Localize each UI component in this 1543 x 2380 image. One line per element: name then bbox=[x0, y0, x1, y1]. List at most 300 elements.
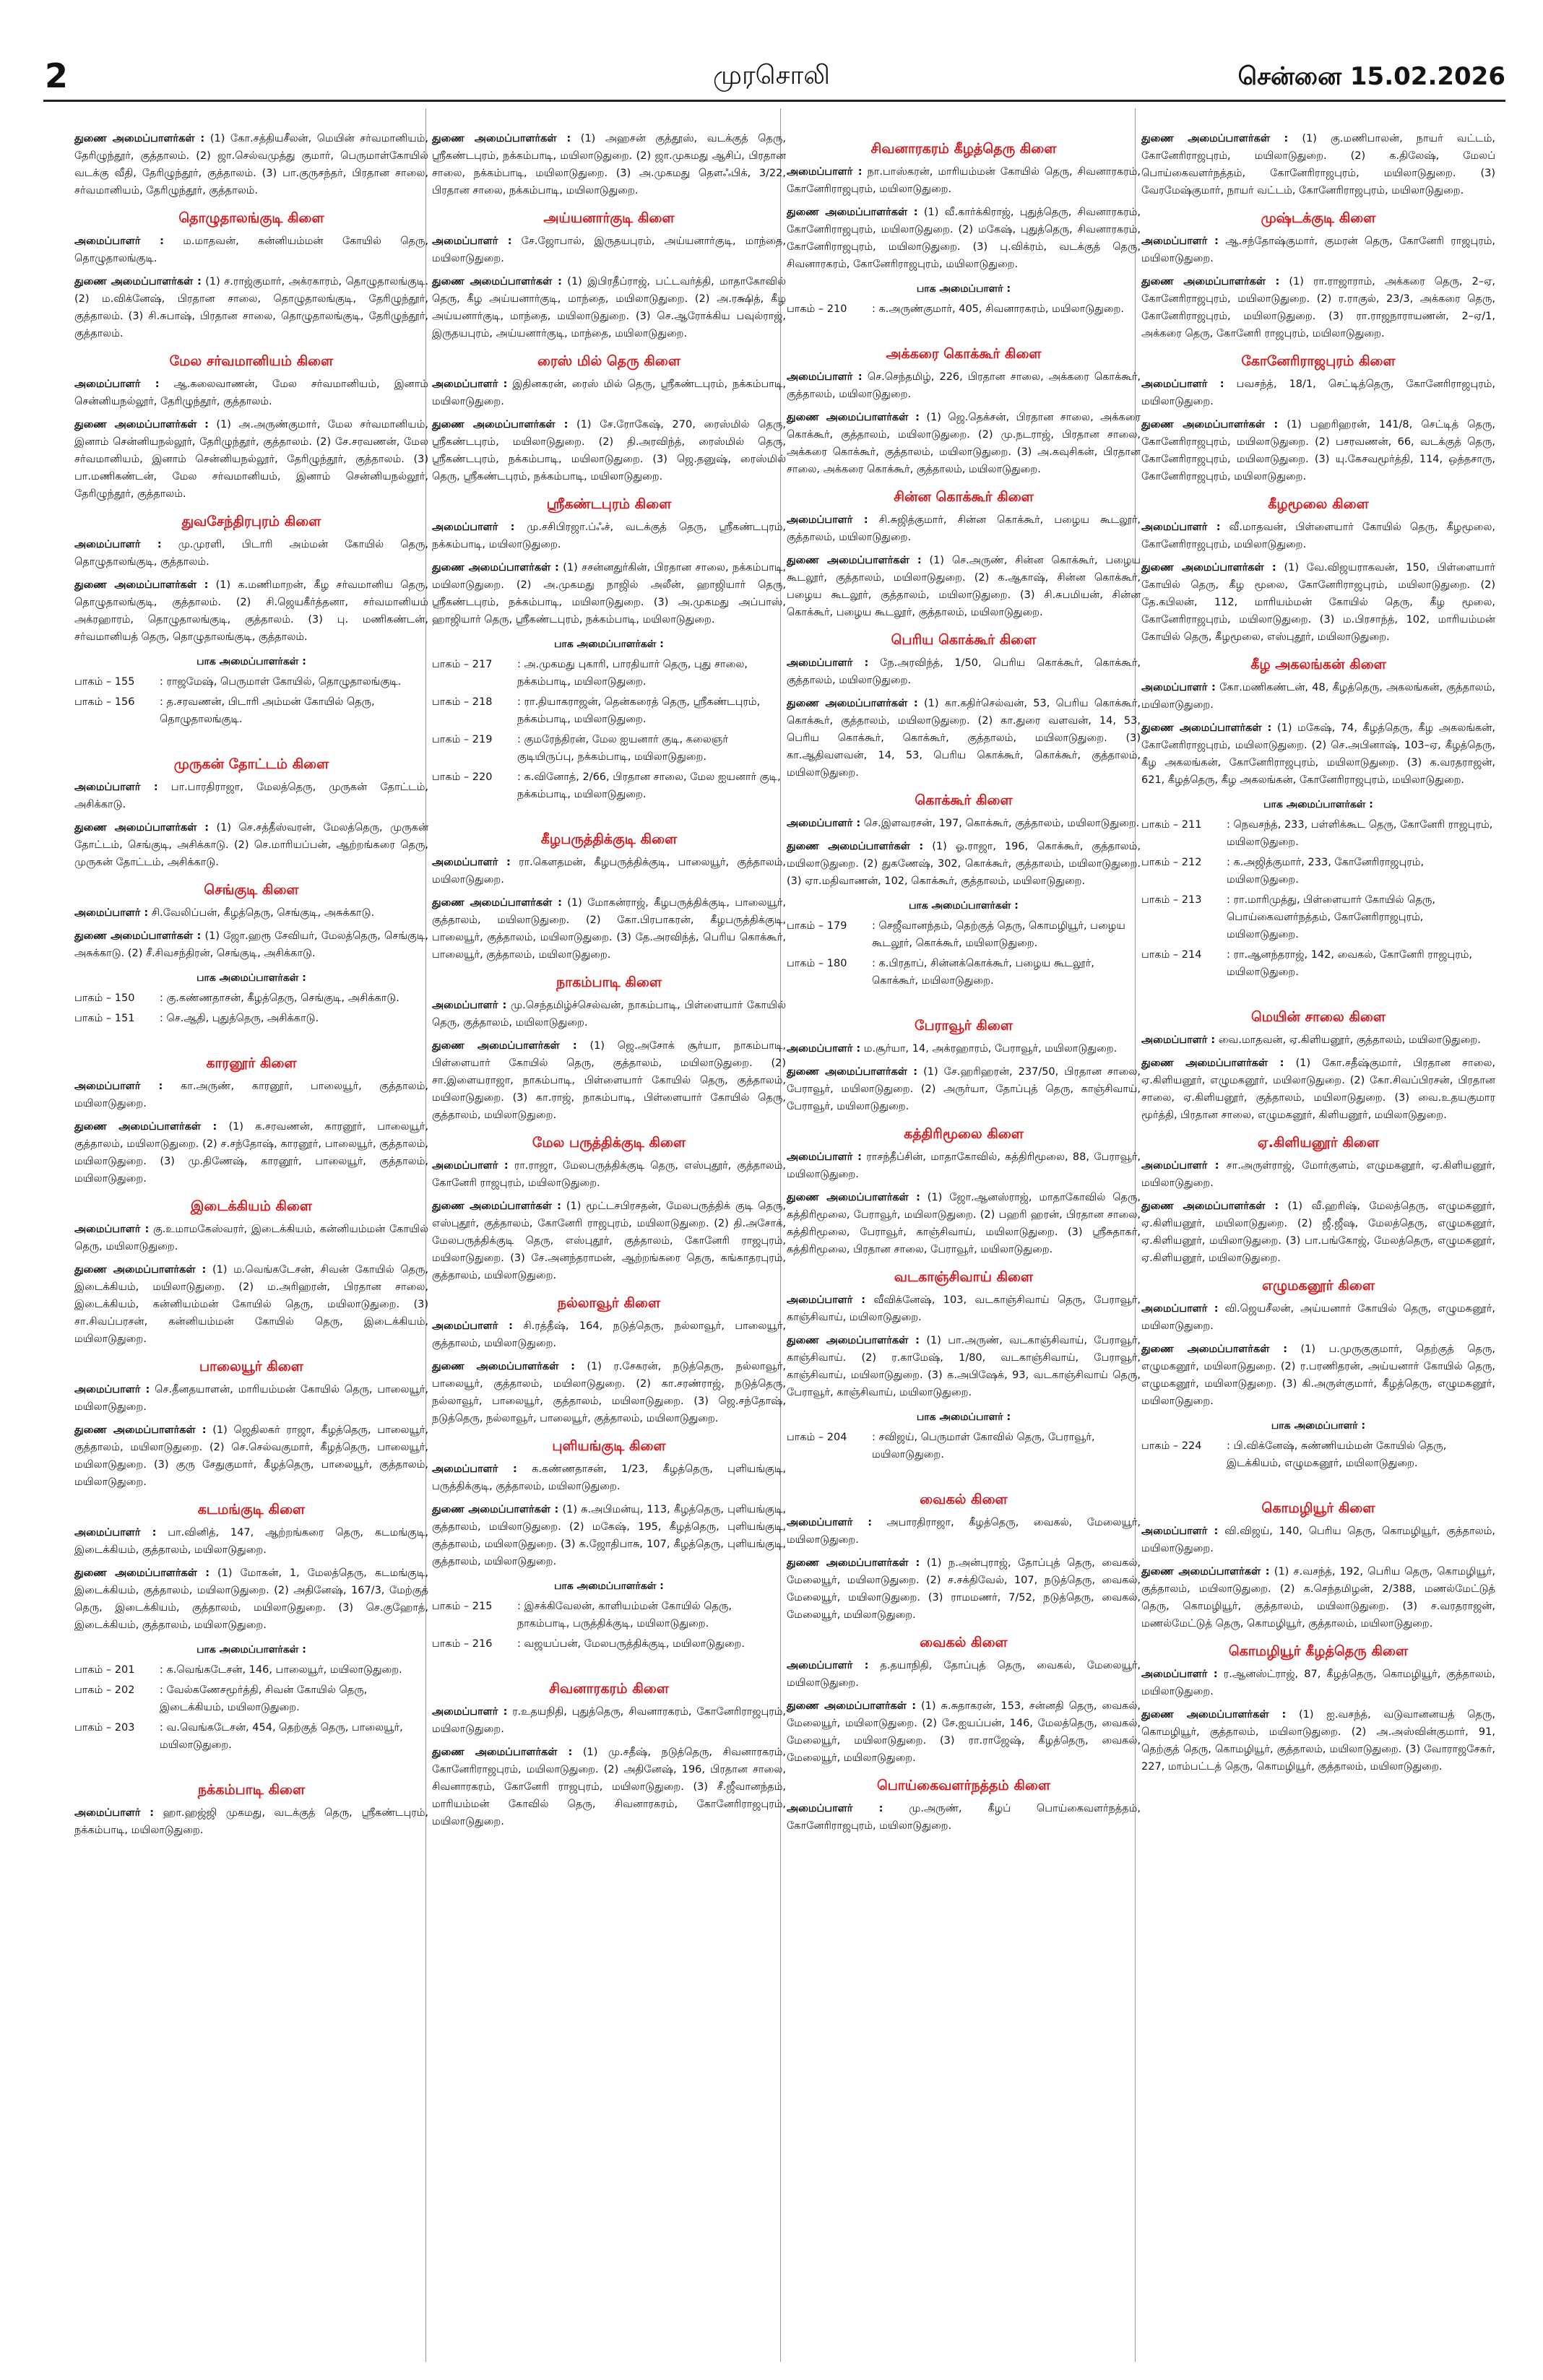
member-details: சே.ஜோபால், இருதயபுரம், அய்யனார்குடி, மாந்தை, மயிலாடுதுறை. bbox=[432, 235, 786, 264]
role-label: அமைப்பாளர் : bbox=[1141, 1526, 1219, 1537]
member-entry bbox=[787, 409, 1141, 478]
booth-section-title: பாக அமைப்பாளர்கள் : bbox=[1263, 799, 1373, 810]
member-details: இதினகரன், ரைஸ் மில் தெரு, ஸ்ரீகண்டபுரம், நக்கம்பாடி, மயிலாடுதுறை. bbox=[432, 378, 787, 407]
booth-entry bbox=[432, 693, 786, 728]
member-details: (1) மகேஷ், 74, கீழத்தெரு, கீழ அகலங்கன், கோனேரிராஜபுரம், மயிலாடுதுறை. (2) செ.அபினாஷ், 103–ஏ, கீழத்தெரு, கீழ அகலங்கன், கோனேரிராஜபுரம், மயிலாடுதுறை. (3) க.வரதராஜன், 621, கீழத்தெரு, கீழ அகலங்கன், கோனேரிராஜபுரம், மயிலாடுதுறை. bbox=[1141, 722, 1495, 786]
booth-entry bbox=[1141, 816, 1495, 851]
booth-number: பாகம் – 150 bbox=[74, 992, 135, 1004]
member-entry bbox=[432, 559, 786, 628]
booth-number: பாகம் – 180 bbox=[787, 958, 847, 969]
role-label: அமைப்பாளர் : bbox=[432, 1160, 509, 1172]
role-label: துணை அமைப்பாளர்கள் : bbox=[1141, 1057, 1284, 1069]
role-label: அமைப்பாளர் : bbox=[787, 1043, 861, 1055]
member-details: (1) ச.ராஜ்குமார், அக்ரகாரம், தொழுதாலங்குடி. (2) ம.விக்னேஷ், பிரதான சாலை, தொழுதாலங்குடி, தேரிழுந்தூர், குத்தாலம். (3) சி.சுபாஷ், பிரதான சாலை, தொழுதாலங்குடி, தேரிழுந்தூர், குத்தாலம். bbox=[74, 276, 428, 339]
member-details: நே.அரவிந்த், 1/50, பெரிய கொக்கூர், கொக்கூர், குத்தாலம், மயிலாடுதுறை. bbox=[787, 657, 1141, 686]
branch-heading: மேல பருத்திக்குடி கிளை bbox=[532, 1135, 686, 1151]
booth-entry bbox=[1141, 854, 1495, 888]
branch-heading: மேல சர்வமானியம் கிளை bbox=[169, 353, 334, 369]
member-details: பா.பாரதிராஜா, மேலத்தெரு, முருகன் தோட்டம், அசிக்காடு. bbox=[74, 782, 429, 810]
member-entry bbox=[787, 1291, 1141, 1326]
member-entry bbox=[1141, 1031, 1495, 1049]
member-details: மு.முரளி, பிடாரி அம்மன் கோயில் தெரு, தொழுதாலங்குடி, குத்தாலம். bbox=[74, 539, 428, 568]
member-entry bbox=[1141, 1563, 1495, 1632]
branch-heading: கொக்கூர் கிளை bbox=[915, 792, 1013, 808]
booth-entry bbox=[432, 731, 786, 766]
booth-details: : ராஜமேஷ், பெருமாள் கோயில், தொழுதாலங்குடி. bbox=[160, 676, 402, 688]
branch-heading: கீழமூலை கிளை bbox=[1268, 496, 1369, 512]
role-label: துணை அமைப்பாளர்கள் : bbox=[787, 1066, 918, 1078]
role-label: அமைப்பாளர் : bbox=[787, 514, 868, 526]
member-entry bbox=[74, 376, 428, 410]
member-details: மு.அருண், கீழப் பொய்கைவளர்நத்தம், கோனேரிராஜபுரம், மயிலாடுதுறை. bbox=[787, 1803, 1141, 1832]
role-label: அமைப்பாளர் : bbox=[74, 539, 162, 550]
member-entry bbox=[1141, 1300, 1495, 1335]
booth-details: : பி.விக்னேஷ், சுண்ணியம்மன் கோயில் தெரு, இடக்கியம், எழுமகனூர், மயிலாடுதுறை. bbox=[1227, 1440, 1447, 1469]
member-entry bbox=[74, 1078, 428, 1112]
member-entry bbox=[74, 416, 428, 503]
role-label: துணை அமைப்பாளர்கள் : bbox=[432, 562, 559, 574]
booth-section-title: பாக அமைப்பாளர் : bbox=[916, 1411, 1011, 1423]
booth-number: பாகம் – 211 bbox=[1141, 819, 1202, 831]
member-entry bbox=[432, 1461, 786, 1495]
member-details: சி.வேலிப்பன், கீழத்தெரு, செங்குடி, அசுக்காடு. bbox=[151, 907, 375, 919]
member-entry bbox=[1141, 1341, 1495, 1410]
role-label: துணை அமைப்பாளர்கள் : bbox=[1141, 1343, 1288, 1355]
branch-heading: இடைக்கியம் கிளை bbox=[190, 1198, 313, 1214]
member-details: (1) கோ.சதீஷ்குமார், பிரதான சாலை, ஏ.கிளியனூர், எழுமகனூர், மயிலாடுதுறை. (2) கோ.சிவப்பிரசன், பிரதான சாலை, ஏ.கிளியனூர், குத்தாலம், மயிலாடுதுறை. (3) வை.உதயகுமார மூர்த்தி, பிரதான சாலை, எழுமகனூர், கிளியனூர், மயிலாடுதுறை. bbox=[1141, 1057, 1495, 1121]
booth-section-title: பாக அமைப்பாளர் : bbox=[916, 283, 1011, 295]
member-details: ர.ஆனஸ்ட்ராஜ், 87, கீழத்தெரு, கொமழியூர், குத்தாலம், மயிலாடுதுறை. bbox=[1141, 1669, 1496, 1697]
column-4 bbox=[1141, 130, 1495, 1781]
member-entry bbox=[74, 1421, 428, 1491]
member-details: (1) அஹசன் குத்தூஸ், வடக்குத் தெரு, ஸ்ரீகண்டபுரம், நக்கம்பாடி, மயிலாடுதுறை. (2) ஜா.முகமது ஆசிப், பிரதான சாலை, நக்கம்பாடி, மயிலாடுதுறை. (3) அ.முகமது தௌஃபிக், 3/22, பிரதான சாலை, நக்கம்பாடி, மயிலாடுதுறை. bbox=[432, 133, 786, 196]
branch-heading: முஷ்டக்குடி கிளை bbox=[1261, 210, 1376, 226]
member-entry bbox=[1141, 273, 1495, 342]
member-entry bbox=[1141, 233, 1495, 267]
member-details: அபாரதிராஜா, கீழத்தெரு, வைகல், மேலையூர், மயிலாடுதுறை. bbox=[787, 1517, 1141, 1546]
branch-heading: கடமங்குடி கிளை bbox=[197, 1502, 306, 1518]
branch-heading: வைகல் கிளை bbox=[920, 1635, 1008, 1650]
booth-entry bbox=[74, 693, 428, 728]
booth-details: : குமரேந்திரன், மேல ஐயனார் குடி, கலைஞர் குடியிருப்பு, நக்கம்பாடி, மயிலாடுதுறை. bbox=[517, 734, 728, 763]
booth-number: பாகம் – 215 bbox=[432, 1601, 493, 1612]
member-entry bbox=[787, 1514, 1141, 1549]
member-entry bbox=[432, 997, 786, 1031]
booth-entry bbox=[74, 673, 428, 691]
masthead-rule bbox=[43, 100, 1505, 102]
role-label: துணை அமைப்பாளர்கள் : bbox=[432, 276, 562, 287]
member-details: (1) பஹரிஹரன், 141/8, செட்டித் தெரு, கோனேரிராஜபுரம், மயிலாடுதுறை. (2) பசரவணன், 66, வடக்குத் தெரு, கோனேரிராஜபுரம், மயிலாடுதுறை. (3) யு.கேசவமூர்த்தி, 114, ஒத்தசாரு, கோனேரிராஜபுரம், மயிலாடுதுறை. bbox=[1141, 419, 1495, 483]
member-details: பவசந்த், 18/1, செட்டித்தெரு, கோனேரிராஜபுரம், மயிலாடுதுறை. bbox=[1141, 378, 1496, 407]
member-entry bbox=[432, 1744, 786, 1830]
role-label: அமைப்பாளர் : bbox=[432, 522, 515, 533]
member-entry bbox=[787, 1800, 1141, 1835]
booth-number: பாகம் – 155 bbox=[74, 676, 135, 688]
role-label: அமைப்பாளர் : bbox=[787, 1294, 866, 1306]
role-label: அமைப்பாளர் : bbox=[1141, 1303, 1219, 1315]
booth-details: : க.வினோத், 2/66, பிரதான சாலை, மேல ஐயனார் குடி, நக்கம்பாடி, மயிலாடுதுறை. bbox=[517, 771, 781, 800]
member-entry bbox=[1141, 130, 1495, 199]
booth-number: பாகம் – 219 bbox=[432, 734, 493, 745]
role-label: துணை அமைப்பாளர்கள் : bbox=[1141, 133, 1289, 144]
member-details: (1) மோகன், 1, மேலத்தெரு, கடமங்குடி, இடைக்கியம், குத்தாலம், மயிலாடுதுறை. (2) அதினேஷ், 167/3, மேற்குத் தெரு, இடைக்கியம், குத்தாலம், மயிலாடுதுறை. (3) செ.குஹோத், இடைக்கியம், குத்தாலம், மயிலாடுதுறை. bbox=[74, 1567, 428, 1631]
role-label: துணை அமைப்பாளர்கள் : bbox=[1141, 562, 1276, 574]
branch-heading: கோனேரிராஜபுரம் கிளை bbox=[1241, 353, 1396, 369]
member-entry bbox=[1141, 416, 1495, 485]
role-label: துணை அமைப்பாளர்கள் : bbox=[787, 1192, 920, 1203]
member-details: (1) மூட்டசபிரசதன், மேலபருத்திக் குடி தெரு, எஸ்புதூர், குத்தாலம், கோனேரி ராஜபுரம், மயிலாடுதுறை. (2) தி.அசோக், மேலபருத்திக்குடி தெரு, எஸ்புதூர், குத்தாலம், கோனேரி ராஜபுரம், மயிலாடுதுறை. (3) சே.அனந்தராமன், ஆற்றங்கரை தெரு, கங்காதரபுரம், குத்தாலம், மயிலாடுதுறை. bbox=[432, 1200, 786, 1281]
branch-heading: நல்லாவூர் கிளை bbox=[557, 1295, 661, 1311]
booth-number: பாகம் – 202 bbox=[74, 1684, 135, 1696]
role-label: அமைப்பாளர் : bbox=[787, 1151, 862, 1163]
role-label: துணை அமைப்பாளர்கள் : bbox=[432, 1361, 575, 1372]
branch-heading: புளியங்குடி கிளை bbox=[552, 1438, 666, 1454]
role-label: துணை அமைப்பாளர்கள் : bbox=[1141, 722, 1272, 734]
member-entry bbox=[432, 1703, 786, 1738]
member-details: ம.சூர்யா, 14, அக்ரஹாரம், பேராவூர், மயிலாடுதுறை. bbox=[863, 1043, 1118, 1055]
member-details: (1) ஜெ.அசோக் சூர்யா, நாகம்பாடி, பிள்ளையார் கோயில் தெரு, குத்தாலம், மயிலாடுதுறை. (2) சா.இளையராஜா, நாகம்பாடி, பிள்ளையார் கோயில் தெரு, குத்தாலம், மயிலாடுதுறை. (3) கா.ராஜ், நாகம்பாடி, பிள்ளையார் கோயில் தெரு, குத்தாலம், மயிலாடுதுறை. bbox=[432, 1040, 786, 1121]
branch-heading: தொழுதாலங்குடி கிளை bbox=[178, 210, 324, 226]
member-details: கு.உமாமகேஸ்வரர், இடைக்கியம், கன்னியம்மன் கோயில் தெரு, மயிலாடுதுறை. bbox=[74, 1224, 429, 1252]
branch-heading: காரனூர் கிளை bbox=[206, 1055, 297, 1071]
newspaper-name: முரசொலி bbox=[713, 61, 830, 90]
member-entry bbox=[432, 1317, 786, 1352]
branch-heading: கத்திரிமூலை கிளை bbox=[904, 1126, 1024, 1142]
booth-details: : வ.வெங்கடேசன், 454, தெற்குத் தெரு, பாலையூர், மயிலாடுதுறை. bbox=[160, 1722, 403, 1751]
member-entry bbox=[432, 416, 786, 485]
booth-details: : இசக்கிவேலன், காளியம்மன் கோயில் தெரு, நாகம்பாடி, பருத்திக்குடி, மயிலாடுதுறை. bbox=[517, 1601, 732, 1630]
booth-number: பாகம் – 156 bbox=[74, 696, 135, 708]
booth-details: : ரா.ஆனந்தராஜ், 142, வைகல், கோனேரி ராஜபுரம், மயிலாடுதுறை. bbox=[1227, 949, 1472, 978]
role-label: துணை அமைப்பாளர்கள் : bbox=[787, 841, 924, 852]
role-label: துணை அமைப்பாளர்கள் : bbox=[74, 822, 209, 834]
branch-heading: ஏ.கிளியனூர் கிளை bbox=[1257, 1135, 1380, 1151]
role-label: துணை அமைப்பாளர்கள் : bbox=[432, 897, 562, 909]
role-label: அமைப்பாளர் : bbox=[787, 371, 863, 383]
member-entry bbox=[432, 233, 786, 267]
booth-entry bbox=[432, 1598, 786, 1632]
role-label: அமைப்பாளர் : bbox=[74, 782, 158, 793]
role-label: துணை அமைப்பாளர்கள் : bbox=[787, 207, 918, 218]
booth-number: பாகம் – 212 bbox=[1141, 857, 1202, 868]
role-label: துணை அமைப்பாளர்கள் : bbox=[1141, 419, 1279, 430]
booth-entry bbox=[787, 955, 1141, 990]
member-details: ஹா.ஹஜ்ஜி முகமது, வடக்குத் தெரு, ஸ்ரீகண்டபுரம், நக்கம்பாடி, மயிலாடுதுறை. bbox=[74, 1807, 429, 1836]
member-details: கோ.மணிகண்டன், 48, கீழத்தெரு, அகலங்கன், குத்தாலம், மயிலாடுதுறை. bbox=[1141, 682, 1495, 711]
role-label: துணை அமைப்பாளர்கள் : bbox=[432, 1747, 573, 1758]
branch-heading: வைகல் கிளை bbox=[920, 1492, 1008, 1507]
branch-heading: பாலையூர் கிளை bbox=[199, 1359, 303, 1375]
member-details: (1) கா.கதிர்செல்வன், 53, பெரிய கொக்கூர், கொக்கூர், குத்தாலம், மயிலாடுதுறை. (2) கா.துரை வளவன், 14, 53, பெரிய கொக்கூர், கொக்கூர், குத்தாலம், மயிலாடுதுறை. (3) கா.ஆதிவளவன், 14, 53, பெரிய கொக்கூர், கொக்கூர், குத்தாலம், மயிலாடுதுறை. bbox=[787, 698, 1141, 779]
member-details: (1) ப.முருகுகுமார், தெற்குத் தெரு, எழுமகனூர், மயிலாடுதுறை. (2) ர.பரணிதரன், அய்யனார் கோயில் தெரு, எழுமகனூர், மயிலாடுதுறை. (3) கி.அருள்குமார், கீழத்தெரு, எழுமகனூர், மயிலாடுதுறை. bbox=[1141, 1343, 1496, 1407]
member-details: பா.வினித், 147, ஆற்றங்கரை தெரு, கடமங்குடி, இடைக்கியம், குத்தாலம், மயிலாடுதுறை. bbox=[74, 1527, 428, 1556]
member-details: (1) ம.வெங்கடேசன், சிவன் கோயில் தெரு, இடைக்கியம், மயிலாடுதுறை. (2) ம.அரிஹரன், பிரதான சாலை, இடைக்கியம், கன்னியம்மன் கோயில் தெரு, மயிலாடுதுறை. (3) சா.சிவப்பரசன், கன்னியம்மன் கோயில் தெரு, இடைக்கியம், மயிலாடுதுறை. bbox=[74, 1264, 428, 1345]
member-entry bbox=[432, 894, 786, 964]
member-details: வீவிக்னேஷ், 103, வடகாஞ்சிவாய் தெரு, பேராவூர், காஞ்சிவாய், மயிலாடுதுறை. bbox=[787, 1294, 1141, 1323]
member-entry bbox=[787, 1697, 1141, 1767]
member-entry bbox=[432, 1198, 786, 1284]
booth-entry bbox=[74, 1010, 428, 1027]
member-entry bbox=[787, 1554, 1141, 1624]
member-entry bbox=[74, 536, 428, 571]
booth-number: பாகம் – 210 bbox=[787, 303, 847, 315]
member-entry bbox=[787, 511, 1141, 546]
booth-entry bbox=[74, 1682, 428, 1716]
role-label: அமைப்பாளர் : bbox=[787, 166, 863, 178]
member-details: (1) ர.சேகரன், நடுத்தெரு, நல்லாவூர், பாலையூர், குத்தாலம், மயிலாடுதுறை. (2) கா.சரண்ராஜ், நடுத்தெரு, நல்லாவூர், பாலையூர், குத்தாலம், மயிலாடுதுறை. (3) ஜெ.சந்தோஷ், நடுத்தெரு, நல்லாவூர், பாலையூர், குத்தாலம், மயிலாடுதுறை. bbox=[432, 1361, 786, 1424]
member-details: ர.உதயநிதி, புதுத்தெரு, சிவனாரகரம், கோனேரிராஜபுரம், மயிலாடுதுறை. bbox=[432, 1706, 787, 1735]
column-3 bbox=[787, 130, 1141, 1840]
booth-details: : சவிஜய், பெருமாள் கோவில் தெரு, பேராவூர், மயிலாடுதுறை. bbox=[872, 1432, 1095, 1461]
role-label: துணை அமைப்பாளர்கள் : bbox=[74, 1264, 207, 1276]
role-label: துணை அமைப்பாளர்கள் : bbox=[74, 276, 202, 287]
role-label: துணை அமைப்பாளர்கள் : bbox=[787, 1700, 917, 1712]
member-entry bbox=[1141, 1666, 1495, 1700]
booth-number: பாகம் – 217 bbox=[432, 659, 493, 670]
member-entry bbox=[74, 1381, 428, 1416]
member-details: (1) சே.ஹரிஹரன், 237/50, பிரதான சாலை, பேராவூர், மயிலாடுதுறை. (2) அருர்யா, தோப்புத் தெரு, காஞ்சிவாய், பேராவூர், மயிலாடுதுறை. bbox=[787, 1066, 1141, 1112]
role-label: அமைப்பாளர் : bbox=[432, 1706, 508, 1718]
member-entry bbox=[787, 838, 1141, 890]
member-entry bbox=[432, 376, 786, 410]
member-entry bbox=[1141, 719, 1495, 789]
member-entry bbox=[74, 819, 428, 871]
member-details: (1) கு.மணிபாலன், நாயர் வட்டம், கோனேரிராஜபுரம், மயிலாடுதுறை. (2) க.திலேஷ், மேலப் பொய்கைவளர்நத்தம், கோனேரிராஜபுரம், மயிலாடுதுறை. (3) வேரமேஷ்குமார், நாயர் வட்டம், கோனேரிராஜபுரம், மயிலாடுதுறை. bbox=[1141, 133, 1496, 196]
booth-details: : க.பிரதாப், சின்னக்கொக்கூர், பழைய கூடலூர், கொக்கூர், மயிலாடுதுறை. bbox=[872, 958, 1094, 987]
branch-heading: பொய்கைவளர்நத்தம் கிளை bbox=[876, 1778, 1051, 1793]
booth-number: பாகம் – 218 bbox=[432, 696, 493, 708]
booth-number: பாகம் – 213 bbox=[1141, 894, 1202, 906]
branch-heading: ரைஸ் மில் தெரு கிளை bbox=[537, 353, 680, 369]
role-label: அமைப்பாளர் : bbox=[432, 1000, 507, 1011]
booth-entry bbox=[74, 990, 428, 1007]
member-details: சி.ரத்தீஷ், 164, நடுத்தெரு, நல்லாவூர், பாலையூர், குத்தாலம், மயிலாடுதுறை. bbox=[432, 1320, 787, 1349]
booth-number: பாகம் – 179 bbox=[787, 920, 847, 932]
member-details: சி.சுஜித்குமார், சின்ன கொக்கூர், பழைய கூடலூர், குத்தாலம், மயிலாடுதுறை. bbox=[787, 514, 1141, 543]
booth-details: : நெவசந்த், 233, பள்ளிக்கூட தெரு, கோனேரி ராஜபுரம், மயிலாடுதுறை. bbox=[1227, 819, 1493, 848]
booth-section-title: பாக அமைப்பாளர்கள் : bbox=[554, 639, 664, 650]
member-entry bbox=[787, 1148, 1141, 1183]
role-label: அமைப்பாளர் : bbox=[1141, 378, 1224, 390]
member-entry bbox=[74, 1565, 428, 1634]
role-label: துணை அமைப்பாளர்கள் : bbox=[1141, 1200, 1279, 1212]
booth-section-title: பாக அமைப்பாளர்கள் : bbox=[196, 1644, 306, 1656]
role-label: அமைப்பாளர் : bbox=[74, 907, 149, 919]
booth-details: : த.சரவணன், பிடாரி அம்மன் கோயில் தெரு, தொழுதாலங்குடி. bbox=[160, 696, 375, 725]
booth-entry bbox=[1141, 1437, 1495, 1472]
member-details: (1) சு.சுதாகரன், 153, சன்னதி தெரு, வைகல், மேலையூர், மயிலாடுதுறை. (2) சே.ஐயப்பன், 146, மேலத்தெரு, வைகல், மேலையூர், மயிலாடுதுறை. (3) ரா.ராஜேஷ், கீழத்தெரு, வைகல், மேலையூர், மயிலாடுதுறை. bbox=[787, 1700, 1141, 1764]
member-details: (1) சே.ரோகேஷ், 270, ரைஸ்மில் தெரு, ஸ்ரீகண்டபுரம், மயிலாடுதுறை. (2) தி.அரவிந்த், ரைஸ்மில் தெரு, ஸ்ரீகண்டபுரம், நக்கம்பாடி, மயிலாடுதுறை. (3) ஜெ.தனுஷ், ரைஸ்மில் தெரு, ஸ்ரீகண்டபுரம், நக்கம்பாடி, மயிலாடுதுறை. bbox=[432, 419, 786, 483]
member-details: ம.மாதவன், கன்னியம்மன் கோயில் தெரு, தொழுதாலங்குடி. bbox=[74, 235, 428, 264]
member-entry bbox=[74, 1221, 428, 1255]
booth-entry bbox=[432, 769, 786, 803]
member-details: (1) ந.அன்புராஜ், தோப்புத் தெரு, வைகல், மேலையூர், மயிலாடுதுறை. (2) ச.சக்திவேல், 107, நடுத்தெரு, வைகல், மேலையூர், மயிலாடுதுறை. (3) ராமமணர், 7/52, நடுத்தெரு, வைகல், மேலையூர், மயிலாடுதுறை. bbox=[787, 1557, 1141, 1621]
booth-entry bbox=[432, 656, 786, 691]
member-details: மு.சசிபிரஜா.ப்ஃச், வடக்குத் தெரு, ஸ்ரீகண்டபுரம், நக்கம்பாடி, மயிலாடுதுறை. bbox=[432, 522, 786, 550]
branch-heading: கொமழியூர் கீழத்தெரு கிளை bbox=[1228, 1643, 1409, 1659]
branch-heading: எழுமகனூர் கிளை bbox=[1262, 1278, 1375, 1294]
member-entry bbox=[787, 815, 1141, 832]
member-details: (1) வே.விஜயராகவன், 150, பிள்ளையார் கோயில் தெரு, கீழ மூலை, கோனேரிராஜபுரம், மயிலாடுதுறை. (2) தே.கபிலன், 112, மாரியம்மன் கோயில் தெரு, கீழ மூலை, கோனேரிராஜபுரம், மயிலாடுதுறை. (3) ம.பிரசாந்த், 102, மாரியம்மன் கோயில் தெரு, கீழமூலை, எஸ்புதூர், மயிலாடுதுறை. bbox=[1141, 562, 1496, 643]
page-number: 2 bbox=[45, 56, 69, 95]
member-entry bbox=[1141, 519, 1495, 553]
booth-details: : க.அஜித்குமார், 233, கோனேரிராஜபுரம், மயிலாடுதுறை. bbox=[1227, 857, 1425, 886]
role-label: அமைப்பாளர் : bbox=[1141, 682, 1216, 693]
branch-heading: கீழபருத்திக்குடி கிளை bbox=[540, 831, 678, 847]
member-details: (1) இபிரதீப்ராஜ், பட்டவர்த்தி, மாதாகோவில் தெரு, கீழ அய்யனார்குடி, மாந்தை, மயிலாடுதுறை. (2) அ.ரக்ஷித், கீழ அய்யனார்குடி, மாந்தை, மயிலாடுதுறை. (3) செ.ஆரோக்கிய பவுல்ராஜ், இருதயபுரம், அய்யனார்குடி, மாந்தை, மயிலாடுதுறை. bbox=[432, 276, 787, 339]
branch-heading: அய்யனார்குடி கிளை bbox=[543, 210, 675, 226]
member-entry bbox=[74, 927, 428, 962]
booth-number: பாகம் – 203 bbox=[74, 1722, 135, 1734]
member-entry bbox=[432, 519, 786, 553]
member-entry bbox=[74, 576, 428, 646]
member-details: நா.பாஸ்கரன், மாரியம்மன் கோயில் தெரு, சிவனாரகரம், கோனேரிராஜபுரம், மயிலாடுதுறை. bbox=[787, 166, 1141, 195]
role-label: துணை அமைப்பாளர்கள் : bbox=[432, 1504, 559, 1515]
member-entry bbox=[74, 779, 428, 813]
role-label: துணை அமைப்பாளர்கள் : bbox=[432, 1200, 561, 1212]
branch-heading: துவசேந்திரபுரம் கிளை bbox=[181, 514, 321, 529]
member-entry bbox=[74, 130, 428, 199]
role-label: துணை அமைப்பாளர்கள் : bbox=[787, 1557, 920, 1569]
booth-entry bbox=[1141, 946, 1495, 981]
role-label: துணை அமைப்பாளர்கள் : bbox=[74, 579, 209, 591]
member-entry bbox=[787, 1332, 1141, 1401]
member-details: (1) ஓ.ராஜா, 196, கொக்கூர், குத்தாலம், மயிலாடுதுறை. (2) துகணேஷ், 302, கொக்கூர், குத்தாலம், மயிலாடுதுறை. (3) ஏா.மதிவாணன், 102, கொக்கூர், குத்தாலம், மயிலாடுதுறை. bbox=[787, 841, 1141, 887]
member-details: வீ.மாதவன், பிள்ளையார் கோயில் தெரு, கீழமூலை, கோனேரிராஜபுரம், மயிலாடுதுறை. bbox=[1141, 522, 1495, 550]
member-entry bbox=[432, 1358, 786, 1427]
role-label: துணை அமைப்பாளர்கள் : bbox=[74, 1567, 210, 1579]
booth-details: : வஜயப்பன், மேலபருத்திக்குடி, மயிலாடுதுறை. bbox=[517, 1638, 745, 1650]
column-1 bbox=[74, 130, 428, 1845]
member-details: (1) க.சரவணன், காரனூர், பாலையூர், குத்தாலம், மயிலாடுதுறை. (2) ச.சந்தோஷ், காரனூர், பாலையூர், குத்தாலம், மயிலாடுதுறை. (3) மு.திணேஷ், காரனூர், பாலையூர், குத்தாலம், மயிலாடுதுறை. bbox=[74, 1121, 428, 1185]
booth-entry bbox=[74, 1719, 428, 1754]
member-details: வை.மாதவன், ஏ.கிளியனூர், குத்தாலம், மயிலாடுதுறை. bbox=[1218, 1034, 1481, 1046]
member-entry bbox=[74, 1261, 428, 1348]
booth-details: : க.வெங்கடேசன், 146, பாலையூர், மயிலாடுதுறை. bbox=[160, 1664, 402, 1676]
member-details: த.தயாநிதி, தோப்புத் தெரு, வைகல், மேலையூர், மயிலாடுதுறை. bbox=[787, 1660, 1141, 1689]
member-entry bbox=[787, 163, 1141, 198]
member-entry bbox=[432, 854, 786, 888]
member-entry bbox=[432, 1037, 786, 1124]
booth-entry bbox=[787, 917, 1141, 952]
member-entry bbox=[787, 695, 1141, 782]
booth-section-title: பாக அமைப்பாளர்கள் : bbox=[909, 900, 1019, 912]
role-label: துணை அமைப்பாளர்கள் : bbox=[74, 419, 209, 430]
role-label: துணை அமைப்பாளர்கள் : bbox=[1141, 276, 1280, 287]
member-details: (1) ஜெதிலகர் ராஜா, கீழத்தெரு, பாலையூர், குத்தாலம், மயிலாடுதுறை. (2) செ.செல்வகுமார், கீழத்தெரு, பாலையூர், மயிலாடுதுறை. (3) குரு சேதுகுமார், கீழத்தெரு, பாலையூர், குத்தாலம், மயிலாடுதுறை. bbox=[74, 1424, 429, 1488]
member-entry bbox=[432, 1501, 786, 1570]
member-details: கா.அருண், காரனூர், பாலையூர், குத்தாலம், மயிலாடுதுறை. bbox=[74, 1081, 428, 1109]
branch-heading: கொமழியூர் கிளை bbox=[1261, 1500, 1375, 1516]
branch-heading: பேராவூர் கிளை bbox=[914, 1018, 1013, 1034]
member-entry bbox=[1141, 1055, 1495, 1124]
member-details: (1) கோ.சத்தியசீலன், மெயின் சர்வமானியம், தேரிழுந்தூர், குத்தாலம். (2) ஜா.செல்வமுத்து குமார், பெருமாள்கோயில் வடக்கு வீதி, தேரிழுந்தூர், குத்தாலம். (3) பா.குருசந்தர், பிரதான சாலை, சர்வமானியம், தேரிழுந்தூர், குத்தாலம். bbox=[74, 133, 429, 196]
member-entry bbox=[432, 130, 786, 199]
role-label: அமைப்பாளர் : bbox=[432, 857, 511, 868]
member-details: ராசந்தீப்சின், மாதாகோவில், கத்திரிமூலை, 88, பேராவூர், மயிலாடுதுறை. bbox=[787, 1151, 1141, 1180]
member-entry bbox=[1141, 1706, 1495, 1775]
booth-number: பாகம் – 220 bbox=[432, 771, 493, 783]
role-label: அமைப்பாளர் : bbox=[1141, 235, 1219, 247]
branch-heading: பெரிய கொக்கூர் கிளை bbox=[891, 632, 1037, 648]
member-details: (1) வீ.கார்க்கிராஜ், புதுத்தெரு, சிவனாரகரம், கோனேரிராஜபுரம், மயிலாடுதுறை. (2) மகேஷ், புதுத்தெரு, சிவனாரகரம், கோனேரிராஜபுரம், மயிலாடுதுறை. (3) பு.விக்ரம், வடக்குத் தெரு, சிவனாரகரம், கோனேரிராஜபுரம், மயிலாடுதுறை. bbox=[787, 207, 1141, 270]
role-label: அமைப்பாளர் : bbox=[787, 1660, 869, 1671]
booth-entry bbox=[787, 1429, 1141, 1463]
member-entry bbox=[787, 654, 1141, 689]
member-entry bbox=[74, 273, 428, 342]
branch-heading: வடகாஞ்சிவாய் கிளை bbox=[894, 1269, 1034, 1285]
booth-details: : செஜீவானந்தம், தெற்குத் தெரு, கொமழியூர், பழைய கூடலூர், கொக்கூர், மயிலாடுதுறை. bbox=[872, 920, 1125, 949]
booth-number: பாகம் – 151 bbox=[74, 1013, 135, 1024]
role-label: துணை அமைப்பாளர்கள் : bbox=[432, 133, 571, 144]
branch-heading: ஸ்ரீகண்டபுரம் கிளை bbox=[546, 496, 672, 512]
role-label: அமைப்பாளர் : bbox=[432, 1463, 517, 1475]
role-label: துணை அமைப்பாளர்கள் : bbox=[787, 412, 920, 423]
role-label: துணை அமைப்பாளர்கள் : bbox=[1141, 1709, 1287, 1721]
booth-details: : ரா.மாரிமுத்து, பிள்ளையார் கோயில் தெரு, பொய்கைவளர்நத்தம், கோனேரிராஜபுரம், மயிலாடுதுறை. bbox=[1227, 894, 1435, 940]
member-details: (1) வீ.ஹரிஷ், மேலத்தெரு, எழுமகனூர், ஏ.கிளியனூர், மயிலாடுதுறை. (2) ஜீ.ஜீஷ, மேலத்தெரு, எழுமகனூர், ஏ.கிளியனூர், மயிலாடுதுறை. (3) பா.பங்கோஜ், மேலத்தெரு, எழுமகனூர், ஏ.கிளியனூர், மயிலாடுதுறை. bbox=[1141, 1200, 1495, 1264]
role-label: அமைப்பாளர் : bbox=[74, 235, 164, 247]
member-details: (1) அ.அருண்குமார், மேல சர்வமானியம், இனாம் சென்னியநல்லூர், தேரிழுந்தூர், குத்தாலம். (2) சே.சரவணன், மேல சர்வமானியம், இனாம் சென்னியநல்லூர், தேரிழுந்தூர், குத்தாலம். (3) பா.மணிகண்டன், மேல சர்வமானியம், இனாம் சென்னியநல்லூர், தேரிழுந்தூர், குத்தாலம். bbox=[74, 419, 429, 500]
member-details: ஆ.சந்தோஷ்குமார், குமரன் தெரு, கோனேரி ராஜபுரம், மயிலாடுதுறை. bbox=[1141, 235, 1496, 264]
member-entry bbox=[787, 1063, 1141, 1115]
member-details: வி.விஜய், 140, பெரிய தெரு, கொமழியூர், குத்தாலம், மயிலாடுதுறை. bbox=[1141, 1526, 1495, 1554]
branch-heading: சின்ன கொக்கூர் கிளை bbox=[894, 489, 1034, 505]
role-label: துணை அமைப்பாளர்கள் : bbox=[74, 133, 205, 144]
member-details: (1) ச.வசந்த், 192, பெரிய தெரு, கொமழியூர், குத்தாலம், மயிலாடுதுறை. (2) க.செந்தமிழன், 2/388, மணல்மேட்டுத் தெரு, கொமழியூர், குத்தாலம், மயிலாடுதுறை. (3) ச.வரதராஜன், மணல்மேட்டுத் தெரு, கொமழியூர், குத்தாலம், மயிலாடுதுறை. bbox=[1141, 1566, 1496, 1630]
role-label: துணை அமைப்பாளர்கள் : bbox=[74, 930, 202, 942]
booth-details: : செ.ஆதி, புதுத்தெரு, அசிக்காடு. bbox=[160, 1013, 319, 1024]
member-details: (1) செ.சத்தீஸ்வரன், மேலத்தெரு, முருகன் தோட்டம், செங்குடி, அசிக்காடு. (2) செ.மாரியப்பன், ஆற்றங்கரை தெரு, முருகன் தோட்டம், அசிக்காடு. bbox=[74, 822, 429, 868]
member-details: (1) சசன்னதுர்கின், பிரதான சாலை, நக்கம்பாடி, மயிலாடுதுறை. (2) அ.முகமது நாஜில் அலீன், ஹாஜியார் தெரு, ஸ்ரீகண்டபுரம், நக்கம்பாடி, மயிலாடுதுறை. (3) அ.முகமது அப்பாஸ், ஹாஜியார் தெரு, ஸ்ரீகண்டபுரம், நக்கம்பாடி, மயிலாடுதுறை. bbox=[432, 562, 786, 626]
member-details: (1) செ.அருண், சின்ன கொக்கூர், பழைய கூடலூர், குத்தாலம், மயிலாடுதுறை. (2) க.ஆகாஷ், சின்ன கொக்கூர், பழைய கூடலூர், குத்தாலம், மயிலாடுதுறை. (3) சி.சுபமியன், சின்ன கொக்கூர், பழைய கூடலூர், குத்தாலம், மயிலாடுதுறை. bbox=[787, 555, 1141, 618]
role-label: துணை அமைப்பாளர்கள் : bbox=[787, 555, 922, 566]
branch-heading: நாகம்பாடி கிளை bbox=[556, 974, 662, 990]
branch-heading: சிவனாரகரம் கீழத்தெரு கிளை bbox=[870, 141, 1057, 157]
member-details: ரா.ராஜா, மேலபருத்திக்குடி தெரு, எஸ்புதூர், குத்தாலம், கோனேரி ராஜபுரம், மயிலாடுதுறை. bbox=[432, 1160, 786, 1189]
branch-heading: மெயின் சாலை கிளை bbox=[1250, 1009, 1386, 1025]
role-label: அமைப்பாளர் : bbox=[74, 1384, 150, 1395]
member-details: (1) பா.அருண், வடகாஞ்சிவாய், பேராவூர், காஞ்சிவாய். (2) ர.காமேஷ், 1/80, வடகாஞ்சிவாய், பேராவூர், காஞ்சிவாய், மயிலாடுதுறை. (3) க.அபிஷேக், 93, வடகாஞ்சிவாய் தெரு, பேராவூர், காஞ்சிவாய், மயிலாடுதுறை. bbox=[787, 1335, 1141, 1398]
member-entry bbox=[74, 1804, 428, 1839]
role-label: துணை அமைப்பாளர்கள் : bbox=[432, 1040, 577, 1052]
role-label: துணை அமைப்பாளர்கள் : bbox=[432, 419, 569, 430]
member-details: வி.ஜெயசீலன், அய்யனார் கோயில் தெரு, எழுமகனூர், மயிலாடுதுறை. bbox=[1141, 1303, 1495, 1332]
member-entry bbox=[74, 1118, 428, 1187]
booth-entry bbox=[787, 300, 1141, 318]
member-entry bbox=[74, 1524, 428, 1559]
branch-heading: முருகன் தோட்டம் கிளை bbox=[173, 756, 329, 772]
role-label: அமைப்பாளர் : bbox=[74, 378, 160, 390]
role-label: அமைப்பாளர் : bbox=[1141, 1669, 1218, 1680]
branch-heading: சிவனாரகரம் கிளை bbox=[549, 1681, 669, 1697]
member-entry bbox=[1141, 559, 1495, 646]
member-details: (1) ரா.ராஜாராம், அக்கரை தெரு, 2–ஏ, கோனேரிராஜபுரம், மயிலாடுதுறை. (2) ர.ராகுல், 23/3, அக்கரை தெரு, கோனேரிராஜபுரம், மயிலாடுதுறை. (3) ரா.ராஜநாராயணன், 2–ஏ/1, அக்கரை தெரு, கோனேரி ராஜபுரம், மயிலாடுதுறை. bbox=[1141, 276, 1495, 339]
member-details: (1) சு.அபிமன்யு, 113, கீழத்தெரு, புளியங்குடி, குத்தாலம், மயிலாடுதுறை. (2) மகேஷ், 195, கீழத்தெரு, புளியங்குடி, குத்தாலம், மயிலாடுதுறை. (3) க.ஜோதிபாசு, 107, கீழத்தெரு, புளியங்குடி, குத்தாலம், மயிலாடுதுறை. bbox=[432, 1504, 787, 1567]
member-entry bbox=[1141, 679, 1495, 714]
member-entry bbox=[1141, 1198, 1495, 1267]
member-details: ரா.கௌதமன், கீழபருத்திக்குடி, பாலையூர், குத்தாலம், மயிலாடுதுறை. bbox=[432, 857, 786, 886]
member-details: (1) ஜெ.தெக்சன், பிரதான சாலை, அக்கரை கொக்கூர், குத்தாலம், மயிலாடுதுறை. (2) மு.நடராஜ், பிரதான சாலை, அக்கரை கொக்கூர், குத்தாலம், மயிலாடுதுறை. (3) அ.கவுசிகன், பிரதான சாலை, அக்கரை கொக்கூர், குத்தாலம், மயிலாடுதுறை. bbox=[787, 412, 1141, 475]
member-entry bbox=[787, 204, 1141, 273]
member-entry bbox=[787, 368, 1141, 403]
member-details: (1) ஜோ.ஆனஸ்ராஜ், மாதாகோவில் தெரு, கத்திரிமூலை, பேராவூர், மயிலாடுதுறை. (2) பஹரி ஹரன், பிரதான சாலை, கத்திரிமூலை, பேராவூர், காஞ்சிவாய், மயிலாடுதுறை. (3) ஸ்ரீசுதாகர், கத்திரிமூலை, பிரதான சாலை, பேராவூர், மயிலாடுதுறை. bbox=[787, 1192, 1141, 1255]
role-label: துணை அமைப்பாளர்கள் : bbox=[1141, 1566, 1270, 1578]
member-entry bbox=[787, 552, 1141, 621]
role-label: அமைப்பாளர் : bbox=[432, 1320, 513, 1332]
booth-section-title: பாக அமைப்பாளர்கள் : bbox=[196, 656, 306, 667]
booth-section-title: பாக அமைப்பாளர்கள் : bbox=[554, 1580, 664, 1592]
